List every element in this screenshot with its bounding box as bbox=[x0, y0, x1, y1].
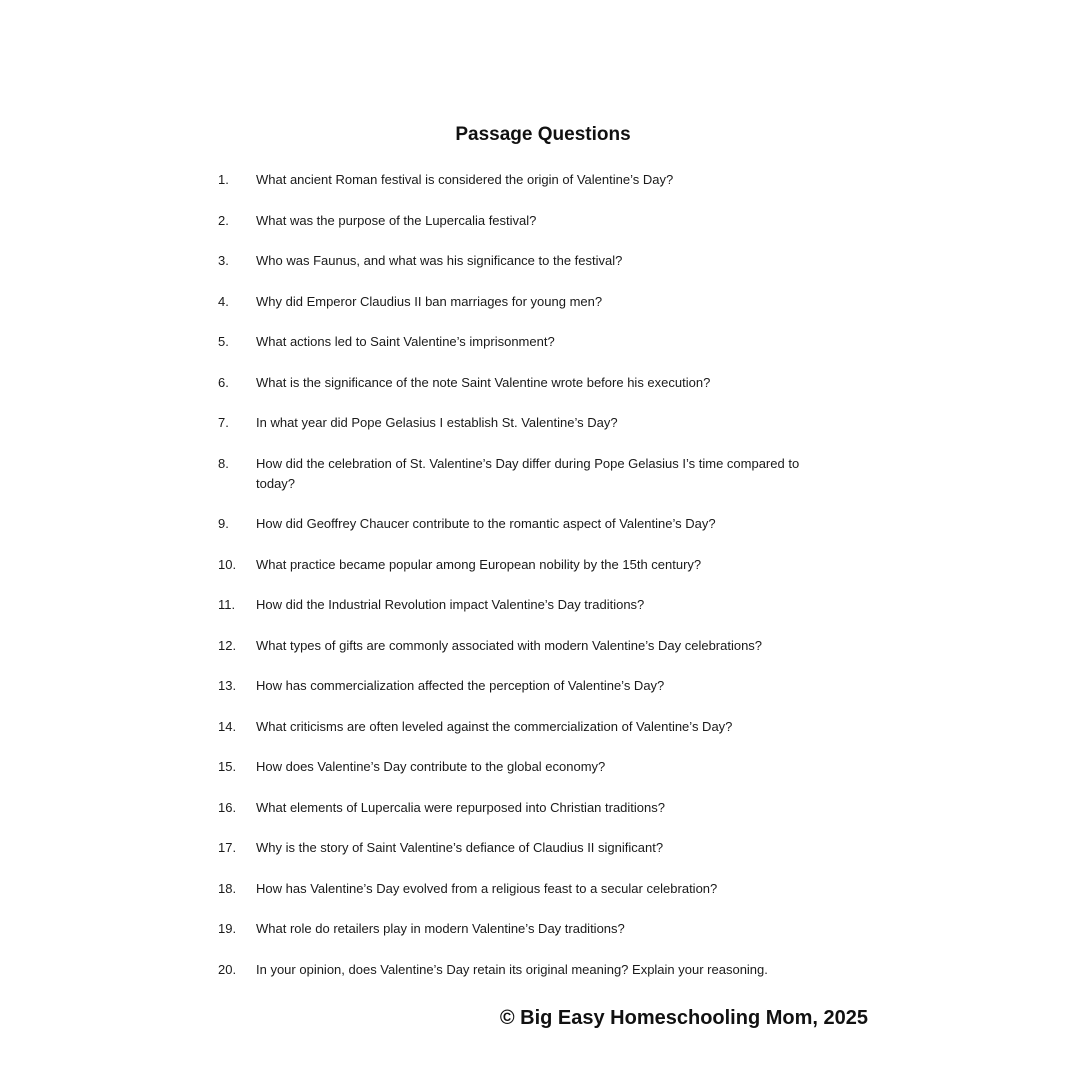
copyright-footer: © Big Easy Homeschooling Mom, 2025 bbox=[499, 1007, 868, 1029]
question-text: Why did Emperor Claudius II ban marriages for young men? bbox=[256, 293, 603, 309]
question-number: 2. bbox=[218, 212, 229, 228]
question-item bbox=[218, 676, 868, 696]
question-list bbox=[218, 170, 868, 1000]
question-number: 20. bbox=[218, 961, 237, 977]
question-text: How did the celebration of St. Valentine’s Day differ during Pope Gelasius I’s time compared to today? bbox=[256, 455, 800, 491]
question-item bbox=[218, 595, 868, 615]
question-text: How did Geoffrey Chaucer contribute to the romantic aspect of Valentine’s Day? bbox=[256, 516, 716, 531]
question-number: 17. bbox=[218, 840, 237, 855]
question-number: 18. bbox=[218, 880, 237, 896]
question-text: What was the purpose of the Lupercalia festival? bbox=[256, 212, 537, 228]
question-text: What elements of Lupercalia were repurposed into Christian traditions? bbox=[256, 799, 665, 815]
question-item bbox=[218, 757, 868, 777]
question-text: What types of gifts are commonly associated with modern Valentine’s Day celebrations? bbox=[256, 637, 763, 653]
question-item bbox=[218, 798, 868, 818]
question-item bbox=[218, 170, 868, 190]
question-number: 9. bbox=[218, 516, 229, 531]
question-number: 7. bbox=[218, 415, 229, 430]
question-item bbox=[218, 555, 868, 575]
question-text: In what year did Pope Gelasius I establish St. Valentine’s Day? bbox=[256, 415, 618, 430]
question-item bbox=[218, 373, 868, 393]
question-number: 12. bbox=[218, 637, 237, 653]
question-number: 16. bbox=[218, 799, 237, 815]
question-number: 14. bbox=[218, 718, 237, 734]
question-item bbox=[218, 454, 868, 494]
question-text: Why is the story of Saint Valentine’s defiance of Claudius II significant? bbox=[256, 840, 664, 855]
question-text: Who was Faunus, and what was his significance to the festival? bbox=[256, 253, 623, 268]
question-number: 15. bbox=[218, 759, 237, 774]
question-item bbox=[218, 919, 868, 939]
question-item bbox=[218, 211, 868, 231]
question-number: 1. bbox=[218, 172, 229, 187]
question-item bbox=[218, 879, 868, 899]
question-number: 5. bbox=[218, 334, 229, 349]
question-item bbox=[218, 292, 868, 312]
question-number: 19. bbox=[218, 921, 237, 936]
question-text: How does Valentine’s Day contribute to the global economy? bbox=[256, 759, 606, 774]
question-item bbox=[218, 514, 868, 534]
question-text: What actions led to Saint Valentine’s imprisonment? bbox=[256, 334, 555, 349]
question-text: What criticisms are often leveled against the commercialization of Valentine’s Day? bbox=[256, 718, 733, 734]
question-number: 6. bbox=[218, 374, 229, 390]
question-text: How has commercialization affected the perception of Valentine’s Day? bbox=[256, 678, 665, 693]
question-number: 11. bbox=[218, 597, 236, 612]
question-text: What practice became popular among European nobility by the 15th century? bbox=[256, 556, 702, 572]
question-item bbox=[218, 960, 868, 980]
page-title: Passage Questions bbox=[455, 124, 631, 145]
question-text: What role do retailers play in modern Valentine’s Day traditions? bbox=[256, 921, 625, 936]
question-item bbox=[218, 251, 868, 271]
question-number: 3. bbox=[218, 253, 229, 268]
question-number: 4. bbox=[218, 293, 229, 309]
question-item bbox=[218, 636, 868, 656]
question-item bbox=[218, 413, 868, 433]
question-number: 10. bbox=[218, 556, 237, 572]
question-item bbox=[218, 332, 868, 352]
question-item bbox=[218, 838, 868, 858]
question-number: 13. bbox=[218, 678, 237, 693]
question-text: In your opinion, does Valentine’s Day retain its original meaning? Explain your reasoning. bbox=[256, 961, 768, 977]
question-number: 8. bbox=[218, 455, 229, 471]
question-text: What is the significance of the note Saint Valentine wrote before his execution? bbox=[256, 374, 711, 390]
question-text: How has Valentine’s Day evolved from a religious feast to a secular celebration? bbox=[256, 880, 718, 896]
question-text: How did the Industrial Revolution impact Valentine’s Day traditions? bbox=[256, 597, 645, 612]
question-item bbox=[218, 717, 868, 737]
question-text: What ancient Roman festival is considered the origin of Valentine’s Day? bbox=[256, 172, 674, 187]
